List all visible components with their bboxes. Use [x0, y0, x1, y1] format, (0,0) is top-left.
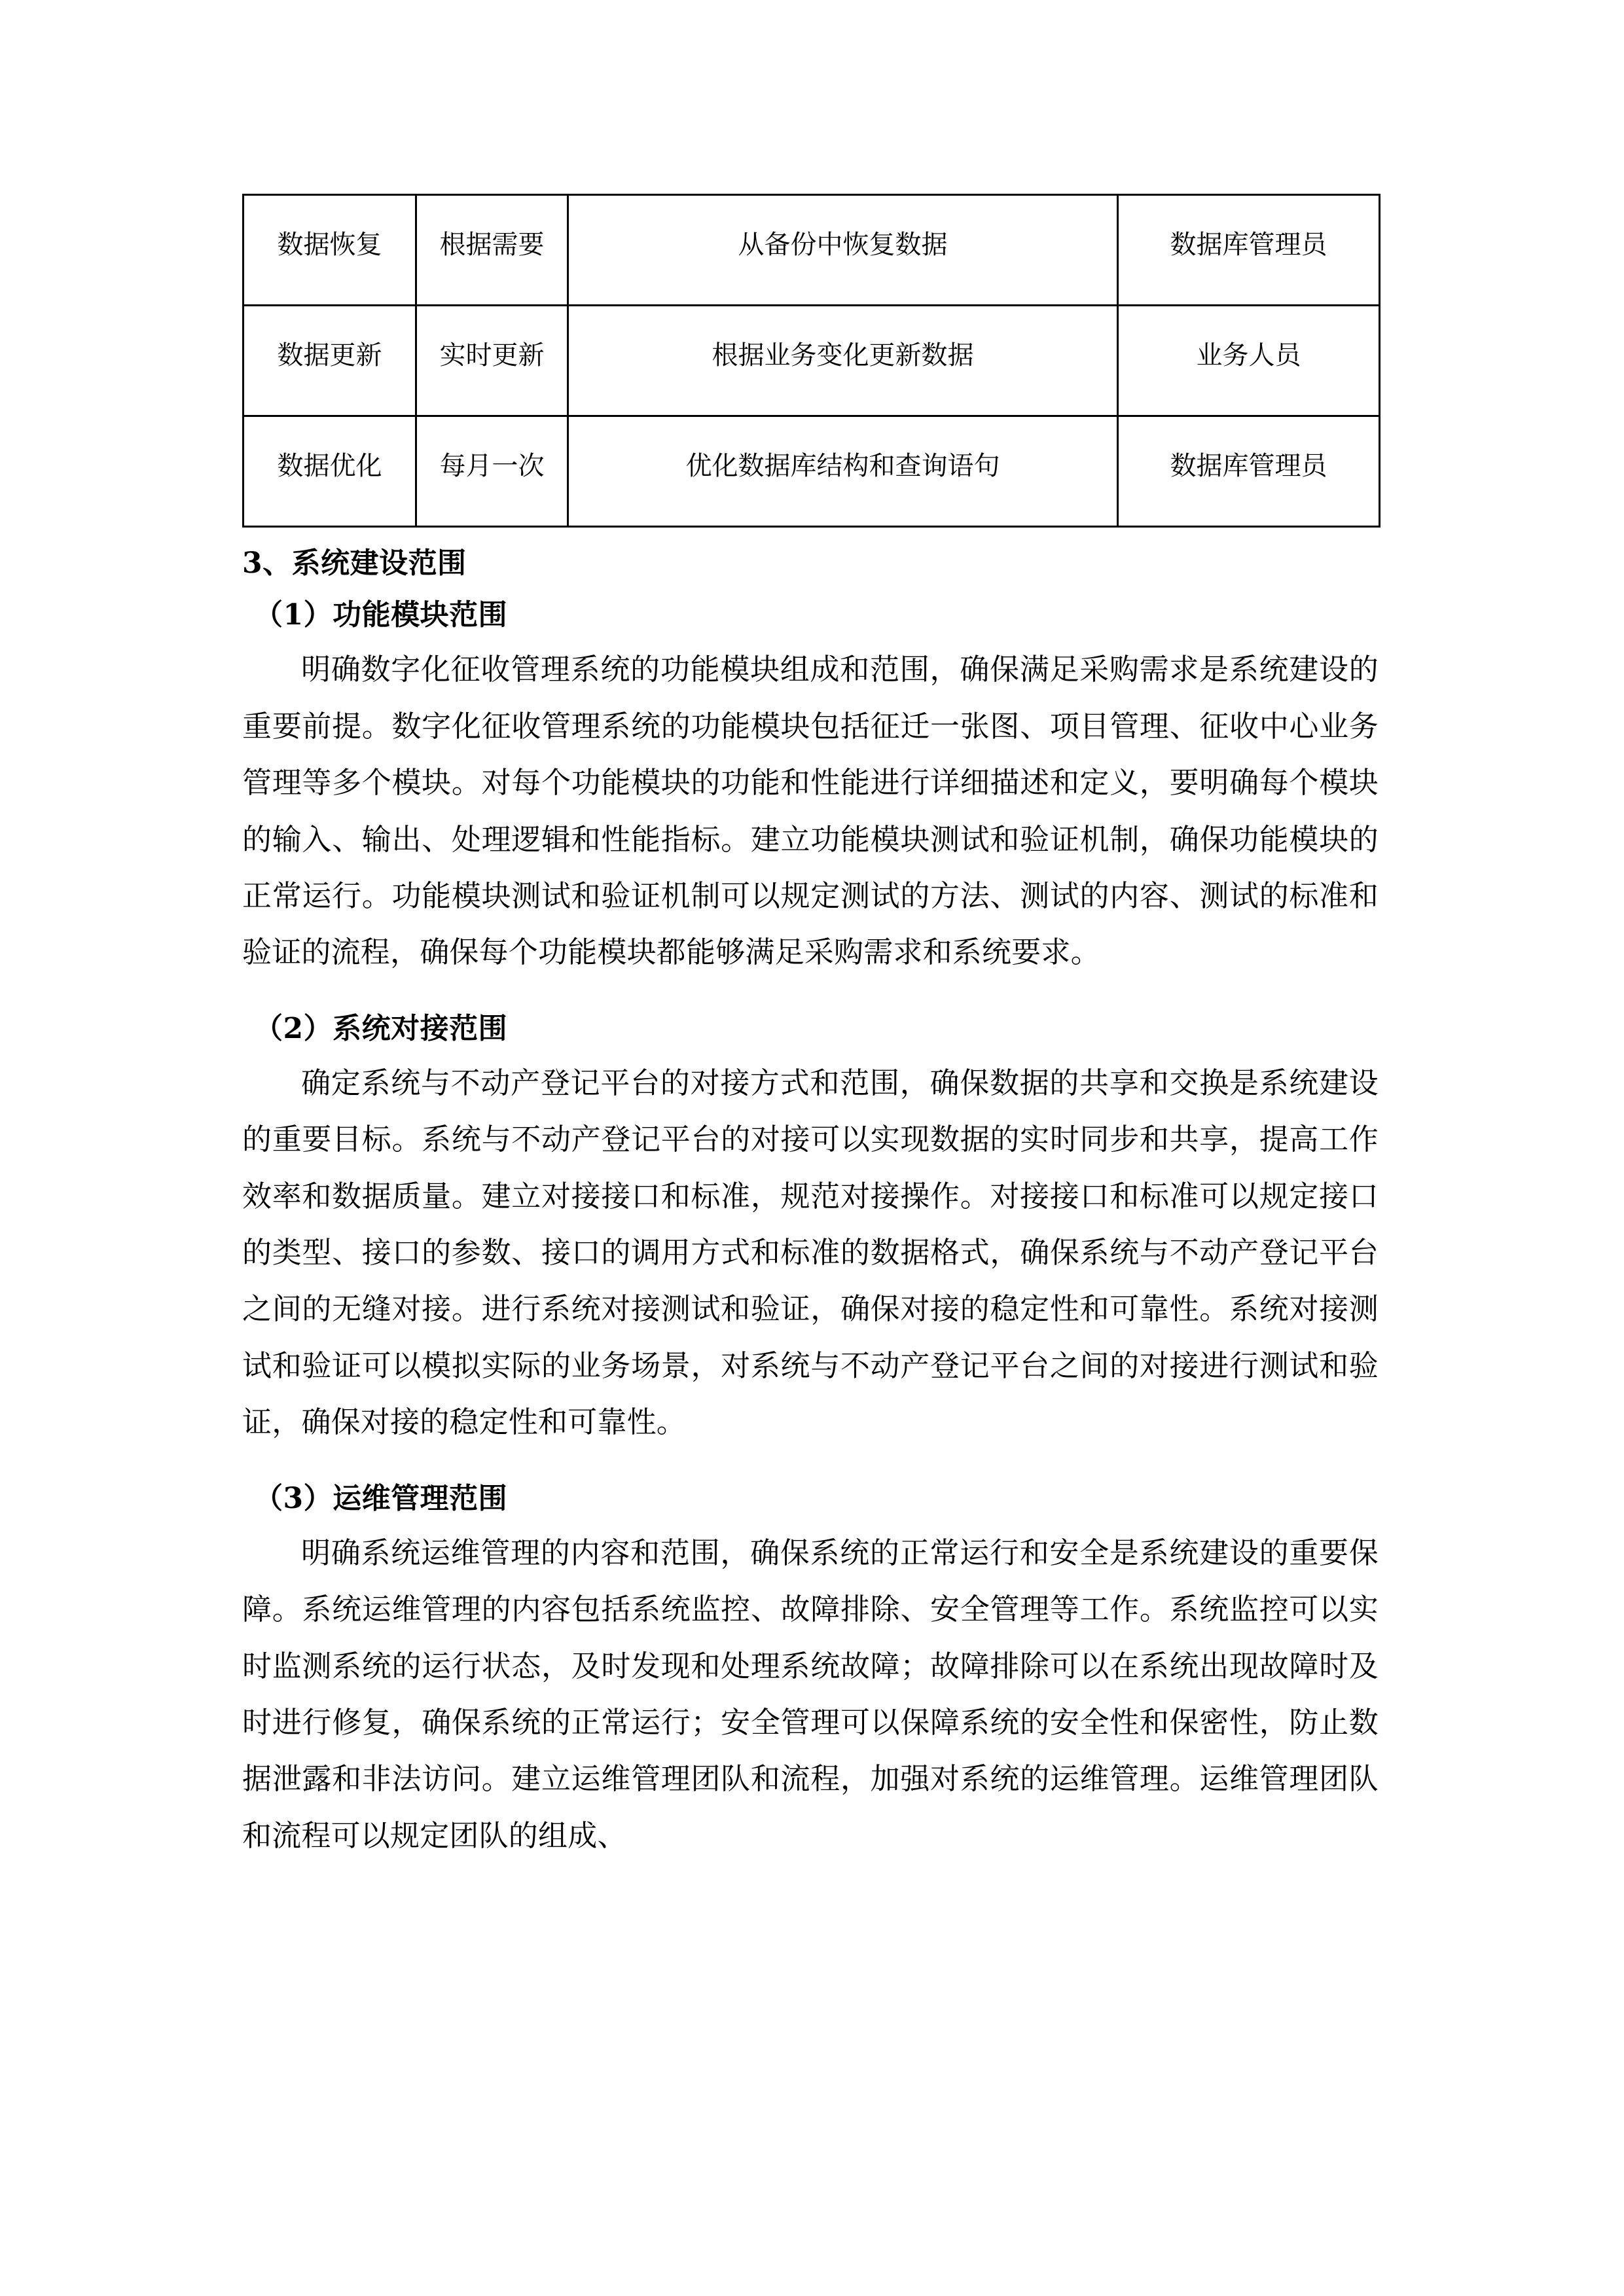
page-content [242, 0, 1379, 1864]
table-cell-content: 优化数据库结构和查询语句 [568, 416, 1118, 527]
table-cell-task-name: 数据优化 [244, 416, 416, 527]
subsection-heading-system-integration-scope: （2）系统对接范围 [254, 1011, 508, 1045]
table-cell-content: 从备份中恢复数据 [568, 195, 1118, 306]
table-row [244, 306, 1380, 416]
section-heading-system-scope: 3、系统建设范围 [242, 547, 467, 580]
paragraph-ops-management-scope: 明确系统运维管理的内容和范围，确保系统的正常运行和安全是系统建设的重要保障。系统运维管理的内容包括系统监控、故障排除、安全管理等工作。系统监控可以实时监测系统的运行状态，及时发现和处理系统故障；故障排除可以在系统出现故障时及时进行修复，确保系统的正常运行；安全管理可以保障系统的安全性和保密性，防止数据泄露和非法访问。建立运维管理团队和流程，加强对系统的运维管理。运维管理团队和流程可以规定团队的组成、 [242, 1535, 1379, 1853]
table-row [244, 195, 1380, 306]
table-cell-content: 根据业务变化更新数据 [568, 306, 1118, 416]
table-cell-task-name: 数据恢复 [244, 195, 416, 306]
table-cell-frequency: 每月一次 [416, 416, 568, 527]
paragraph-function-module-scope: 明确数字化征收管理系统的功能模块组成和范围，确保满足采购需求是系统建设的重要前提。数字化征收管理系统的功能模块包括征迁一张图、项目管理、征收中心业务管理等多个模块。对每个功能模块的功能和性能进行详细描述和定义，要明确每个模块的输入、输出、处理逻辑和性能指标。建立功能模块测试和验证机制，确保功能模块的正常运行。功能模块测试和验证机制可以规定测试的方法、测试的内容、测试的标准和验证的流程，确保每个功能模块都能够满足采购需求和系统要求。 [242, 652, 1379, 970]
table-cell-frequency: 根据需要 [416, 195, 568, 306]
maintenance-task-table [242, 194, 1380, 528]
table-cell-owner: 业务人员 [1118, 306, 1380, 416]
table-row [244, 416, 1380, 527]
table-cell-owner: 数据库管理员 [1118, 416, 1380, 527]
subsection-heading-ops-management-scope: （3）运维管理范围 [254, 1481, 508, 1515]
table-cell-frequency: 实时更新 [416, 306, 568, 416]
table-cell-owner: 数据库管理员 [1118, 195, 1380, 306]
paragraph-system-integration-scope: 确定系统与不动产登记平台的对接方式和范围，确保数据的共享和交换是系统建设的重要目标。系统与不动产登记平台的对接可以实现数据的实时同步和共享，提高工作效率和数据质量。建立对接接口和标准，规范对接操作。对接接口和标准可以规定接口的类型、接口的参数、接口的调用方式和标准的数据格式，确保系统与不动产登记平台之间的无缝对接。进行系统对接测试和验证，确保对接的稳定性和可靠性。系统对接测试和验证可以模拟实际的业务场景，对系统与不动产登记平台之间的对接进行测试和验证，确保对接的稳定性和可靠性。 [242, 1065, 1379, 1440]
subsection-heading-function-module-scope: （1）功能模块范围 [254, 598, 508, 632]
table-cell-task-name: 数据更新 [244, 306, 416, 416]
